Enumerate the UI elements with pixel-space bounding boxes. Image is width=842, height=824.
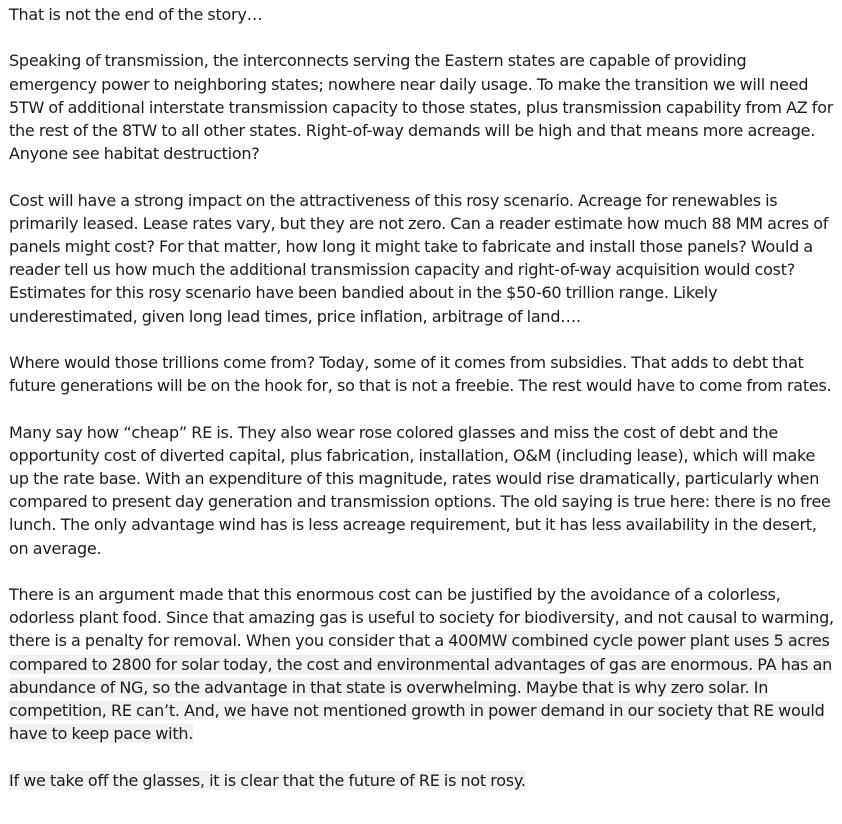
comment-body: [9, 3, 835, 815]
paragraph-plant-food: [9, 583, 835, 745]
highlighted-selection: 400MW combined cycle power plant uses 5 acres compared to 2800 for solar today, the cost and environmental advantages of gas are enormous. PA has an abundance of NG, so the advantage in that state is overwhelming. Maybe that is why zero solar. In competition, RE can’t. And, we have not mentioned growth in power demand in our society that RE would have to keep pace with.: [9, 631, 833, 744]
paragraph-conclusion: [9, 769, 835, 792]
paragraph-cost: Cost will have a strong impact on the attractiveness of this rosy scenario. Acreage for renewables is primarily leased. Lease rates vary, but they are not zero. Can a reader estimate how much 88 MM acres of panels might cost? For that matter, how long it might take to fabricate and install those panels? Would a reader tell us how much the additional transmission capacity and right-of-way acquisition would cost? Estimates for this rosy scenario have been bandied about in the $50-60 trillion range. Likely underestimated, given long lead times, price inflation, arbitrage of land….: [9, 190, 829, 326]
paragraph-story-end: That is not the end of the story…: [9, 5, 263, 24]
highlighted-conclusion: If we take off the glasses, it is clear that the future of RE is not rosy.: [9, 770, 526, 790]
paragraph-transmission: Speaking of transmission, the interconnects serving the Eastern states are capable of providing emergency power to neighboring states; nowhere near daily usage. To make the transition we will need 5TW of additional interstate transmission capacity to those states, plus transmission capability from AZ for the rest of the 8TW to all other states. Right-of-way demands will be high and that means more acreage. Anyone see habitat destruction?: [9, 51, 834, 164]
paragraph-plant-food-plain: There is an argument made that this enormous cost can be justified by the avoidance of a colorless, odorless plant food. Since that amazing gas is useful to society for biodiversity, and not causal to warming, there is a penalty for removal. When you consider that a: [9, 585, 834, 651]
paragraph-trillions: Where would those trillions come from? Today, some of it comes from subsidies. That adds to debt that future generations will be on the hook for, so that is not a freebie. The rest would have to come from rates.: [9, 353, 832, 396]
paragraph-cheap-re: Many say how “cheap” RE is. They also wear rose colored glasses and miss the cost of debt and the opportunity cost of diverted capital, plus fabrication, installation, O&M (including lease), which will make up the rate base. With an expenditure of this magnitude, rates would rise dramatically, particularly when compared to present day generation and transmission options. The old saying is true here: there is no free lunch. The only advantage wind has is less acreage requirement, but it has less availability in the desert, on average.: [9, 422, 831, 558]
